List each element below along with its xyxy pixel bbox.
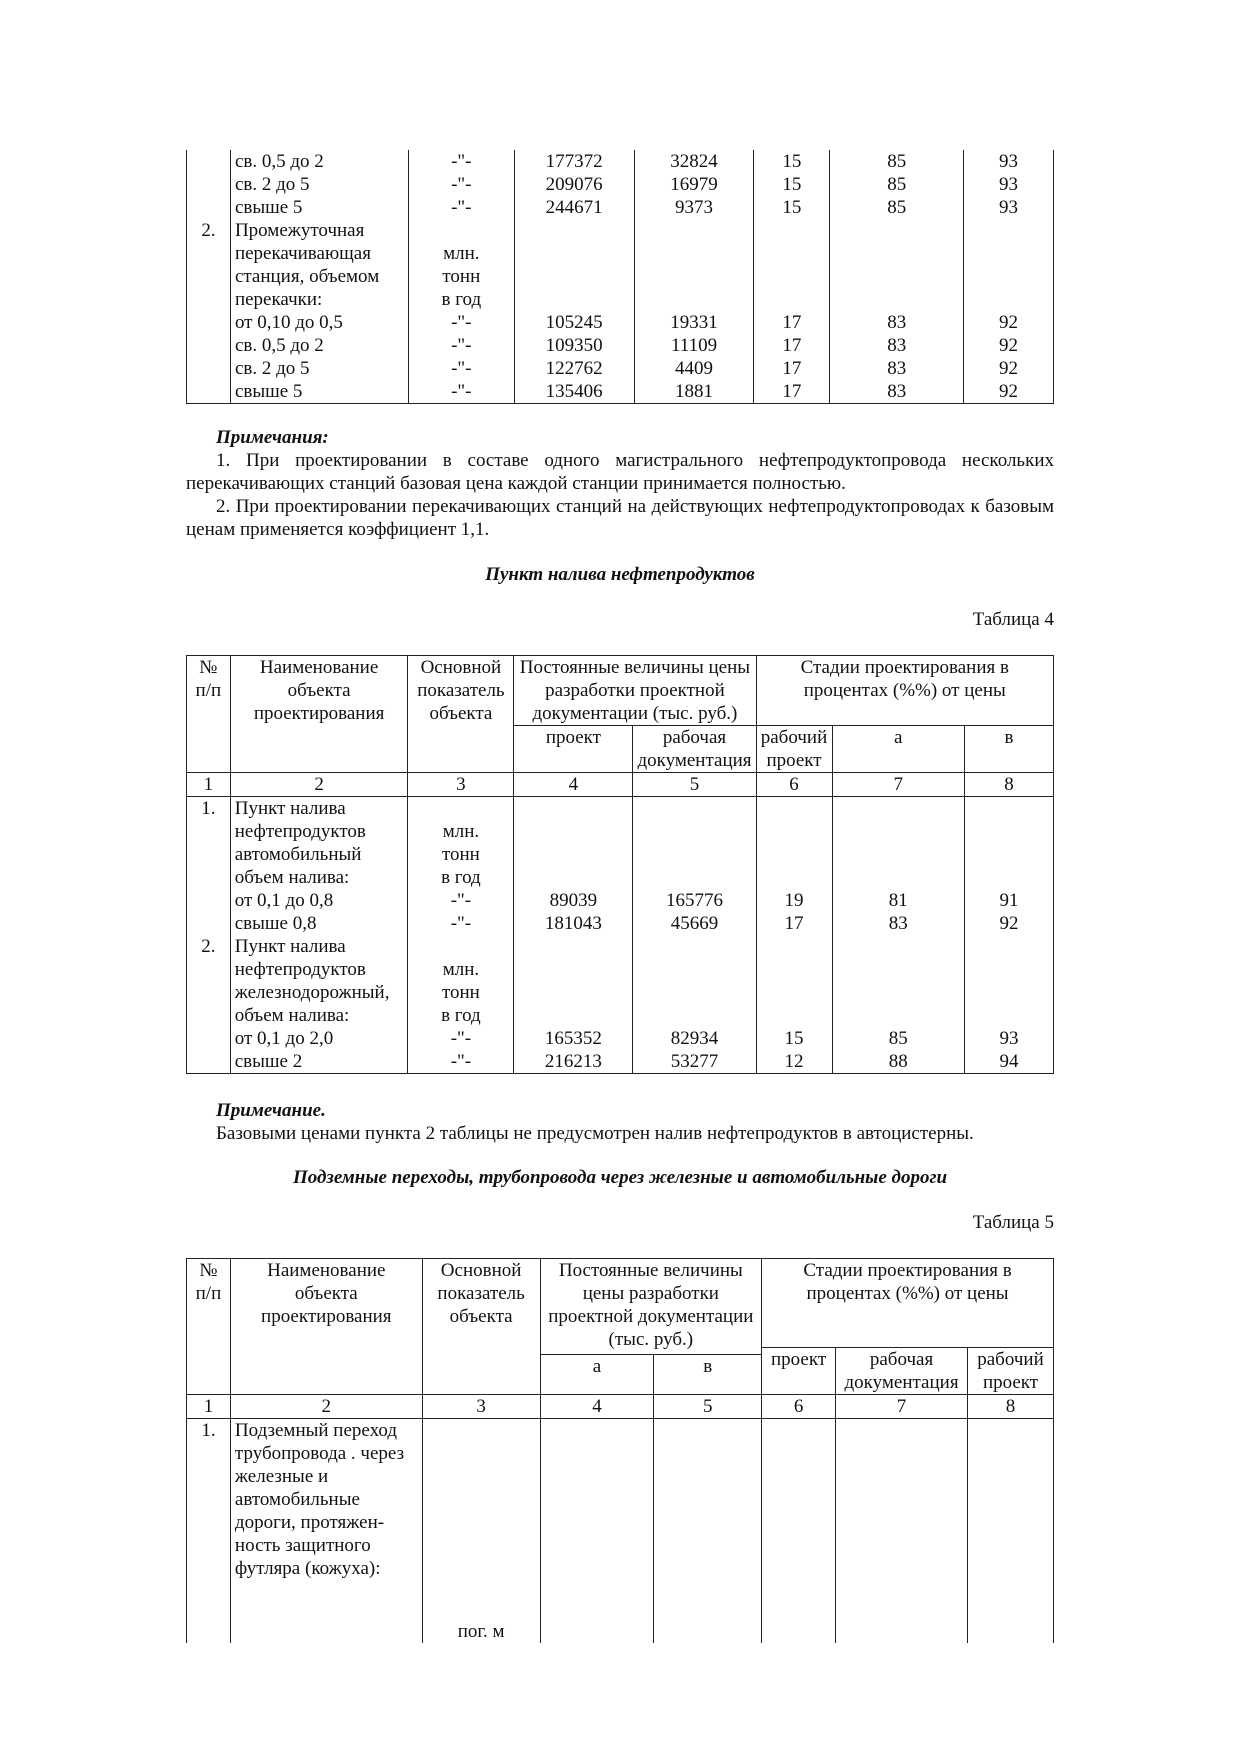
note-2: 2. При проектировании перекачивающих станций на действующих нефтепродуктопроводах к базовым ценам применяется коэффициент 1,1.	[186, 496, 1054, 540]
cell-workproj	[964, 265, 1054, 288]
header-work: рабочая документация	[633, 726, 756, 773]
cell-work: 85	[830, 173, 964, 196]
cell-num: 1.	[187, 797, 231, 821]
cell-workproj: 93	[964, 196, 1054, 219]
cell-workproj: 92	[964, 912, 1053, 935]
table-5-caption: Таблица 5	[972, 1212, 1054, 1233]
t5-row1-name: Подземный переход трубопровода . через железные и автомобильные дороги, протяжен-ность защитного футляра (кожуха):	[230, 1419, 422, 1644]
table-row	[187, 173, 1054, 196]
cell-work: 85	[832, 1027, 964, 1050]
cell-workproj	[964, 820, 1053, 843]
cell-unit: млн.	[408, 820, 514, 843]
table-row	[187, 935, 1054, 958]
cell-a	[514, 219, 634, 242]
cell-name: Пункт налива	[230, 935, 408, 958]
cell-num	[187, 196, 231, 219]
cell-name: станция, объемом	[230, 265, 408, 288]
cell-b	[633, 797, 756, 821]
column-number: 6	[762, 1395, 836, 1419]
cell-workproj: 92	[964, 334, 1054, 357]
cell-workproj: 92	[964, 357, 1054, 380]
cell-name: св. 0,5 до 2	[230, 334, 408, 357]
cell-work: 83	[830, 380, 964, 404]
notes-title: Примечания:	[216, 427, 329, 448]
cell-unit: -"-	[408, 357, 514, 380]
table-row	[187, 196, 1054, 219]
cell-work	[832, 797, 964, 821]
column-number: 1	[187, 773, 231, 797]
t5-header-num: № п/п	[187, 1259, 231, 1395]
notes-block-2	[186, 1099, 1054, 1145]
cell-name: от 0,10 до 0,5	[230, 311, 408, 334]
cell-proj: 15	[754, 150, 830, 173]
cell-name: свыше 0,8	[230, 912, 408, 935]
cell-proj	[756, 935, 832, 958]
cell-unit: млн.	[408, 242, 514, 265]
cell-a: 105245	[514, 311, 634, 334]
cell-b: 16979	[634, 173, 754, 196]
cell-unit: -"-	[408, 380, 514, 404]
table-row	[187, 265, 1054, 288]
note2-title: Примечание.	[216, 1100, 326, 1121]
cell-name: Промежуточная	[230, 219, 408, 242]
column-number: 5	[654, 1395, 762, 1419]
t5-row1-p	[762, 1419, 836, 1644]
cell-workproj	[964, 242, 1054, 265]
header-a: а	[832, 726, 964, 773]
cell-num	[187, 912, 231, 935]
cell-name: св. 0,5 до 2	[230, 150, 408, 173]
cell-proj: 17	[756, 912, 832, 935]
cell-b: 9373	[634, 196, 754, 219]
cell-workproj: 92	[964, 311, 1054, 334]
cell-a: 135406	[514, 380, 634, 404]
cell-num	[187, 1050, 231, 1074]
cell-workproj	[964, 797, 1053, 821]
cell-proj: 15	[756, 1027, 832, 1050]
cell-name: от 0,1 до 0,8	[230, 889, 408, 912]
header-num: № п/п	[187, 656, 231, 773]
cell-unit: млн.	[408, 958, 514, 981]
cell-proj	[756, 1004, 832, 1027]
cell-b	[633, 935, 756, 958]
cell-num	[187, 334, 231, 357]
cell-proj: 17	[754, 357, 830, 380]
t5-header-proj: проект	[762, 1348, 836, 1395]
cell-a: 181043	[514, 912, 633, 935]
table-row	[187, 843, 1054, 866]
cell-b	[634, 288, 754, 311]
table-row	[187, 797, 1054, 821]
cell-num	[187, 866, 231, 889]
cell-a	[514, 935, 633, 958]
cell-unit: -"-	[408, 334, 514, 357]
cell-name: автомобильный	[230, 843, 408, 866]
cell-work	[832, 935, 964, 958]
cell-b: 45669	[633, 912, 756, 935]
cell-b	[634, 242, 754, 265]
cell-a: 216213	[514, 1050, 633, 1074]
notes-block-1	[186, 426, 1054, 541]
table-row	[187, 889, 1054, 912]
table-row	[187, 1050, 1054, 1074]
cell-b: 82934	[633, 1027, 756, 1050]
header-b: в	[964, 726, 1053, 773]
table-row	[187, 334, 1054, 357]
table-row	[187, 380, 1054, 404]
cell-num: 2.	[187, 219, 231, 242]
cell-work	[832, 1004, 964, 1027]
cell-workproj	[964, 866, 1053, 889]
cell-name: перекачки:	[230, 288, 408, 311]
table-row	[187, 958, 1054, 981]
cell-unit: тонн	[408, 843, 514, 866]
cell-a: 109350	[514, 334, 634, 357]
cell-num	[187, 889, 231, 912]
cell-b	[633, 820, 756, 843]
cell-name: нефтепродуктов	[230, 820, 408, 843]
header-unit: Основной показатель объекта	[408, 656, 514, 773]
header-proj: проект	[514, 726, 633, 773]
cell-a: 244671	[514, 196, 634, 219]
cell-num	[187, 843, 231, 866]
column-number: 8	[968, 1395, 1054, 1419]
t5-header-a: а	[540, 1354, 654, 1394]
t5-header-const: Постоянные величины цены разработки проектной документации (тыс. руб.)	[540, 1259, 762, 1355]
table-row	[187, 242, 1054, 265]
cell-b: 165776	[633, 889, 756, 912]
column-number: 7	[832, 773, 964, 797]
table-3-continuation	[186, 150, 1054, 404]
t5-row1-unit: пог. м	[422, 1419, 540, 1644]
cell-work	[832, 981, 964, 1004]
t5-row1-rp	[968, 1419, 1054, 1644]
cell-b: 19331	[634, 311, 754, 334]
table-4	[186, 655, 1054, 1074]
cell-a: 209076	[514, 173, 634, 196]
cell-a	[514, 288, 634, 311]
cell-num	[187, 1004, 231, 1027]
cell-b	[634, 265, 754, 288]
table-row	[187, 1004, 1054, 1027]
cell-work	[832, 958, 964, 981]
t5-header-name: Наименование объекта проектирования	[230, 1259, 422, 1395]
cell-unit: -"-	[408, 150, 514, 173]
cell-a	[514, 866, 633, 889]
cell-proj: 19	[756, 889, 832, 912]
table-row	[187, 150, 1054, 173]
t5-header-work: рабочая документация	[836, 1348, 968, 1395]
cell-num	[187, 311, 231, 334]
cell-workproj	[964, 935, 1053, 958]
cell-num	[187, 357, 231, 380]
cell-a: 89039	[514, 889, 633, 912]
table-row	[187, 912, 1054, 935]
cell-name: св. 2 до 5	[230, 173, 408, 196]
cell-a	[514, 242, 634, 265]
cell-proj	[754, 219, 830, 242]
cell-proj	[756, 820, 832, 843]
cell-proj	[756, 958, 832, 981]
cell-num	[187, 150, 231, 173]
t5-header-unit: Основной показатель объекта	[422, 1259, 540, 1395]
cell-workproj	[964, 981, 1053, 1004]
cell-unit: -"-	[408, 1027, 514, 1050]
cell-proj	[756, 866, 832, 889]
cell-unit: -"-	[408, 912, 514, 935]
cell-workproj	[964, 958, 1053, 981]
cell-proj: 15	[754, 173, 830, 196]
cell-a: 177372	[514, 150, 634, 173]
cell-unit: в год	[408, 866, 514, 889]
cell-name: свыше 5	[230, 380, 408, 404]
header-const: Постоянные величины цены разработки проектной документации (тыс. руб.)	[514, 656, 756, 726]
note2-text: Базовыми ценами пункта 2 таблицы не предусмотрен налив нефтепродуктов в автоцистерны.	[216, 1123, 974, 1144]
cell-a: 122762	[514, 357, 634, 380]
cell-b	[633, 843, 756, 866]
column-number: 2	[230, 1395, 422, 1419]
column-number: 3	[408, 773, 514, 797]
cell-work	[830, 242, 964, 265]
column-number: 2	[230, 773, 408, 797]
table-row	[187, 357, 1054, 380]
column-number: 8	[964, 773, 1053, 797]
cell-proj: 17	[754, 311, 830, 334]
cell-name: перекачивающая	[230, 242, 408, 265]
cell-unit: тонн	[408, 981, 514, 1004]
header-stages: Стадии проектирования в процентах (%%) от цены	[756, 656, 1053, 726]
cell-b	[634, 219, 754, 242]
cell-workproj: 91	[964, 889, 1053, 912]
cell-a	[514, 958, 633, 981]
cell-workproj	[964, 1004, 1053, 1027]
cell-workproj: 92	[964, 380, 1054, 404]
cell-unit: -"-	[408, 196, 514, 219]
cell-work	[830, 288, 964, 311]
cell-a	[514, 797, 633, 821]
cell-unit: -"-	[408, 1050, 514, 1074]
column-number: 3	[422, 1395, 540, 1419]
cell-b: 53277	[633, 1050, 756, 1074]
cell-work: 88	[832, 1050, 964, 1074]
cell-num	[187, 265, 231, 288]
cell-a: 165352	[514, 1027, 633, 1050]
cell-unit	[408, 219, 514, 242]
cell-workproj	[964, 843, 1053, 866]
section-4-heading: Пункт налива нефтепродуктов	[485, 564, 755, 585]
column-number: 4	[540, 1395, 654, 1419]
cell-name: свыше 2	[230, 1050, 408, 1074]
cell-proj: 17	[754, 380, 830, 404]
column-number: 7	[836, 1395, 968, 1419]
cell-unit: -"-	[408, 173, 514, 196]
cell-proj: 17	[754, 334, 830, 357]
column-number: 1	[187, 1395, 231, 1419]
cell-proj	[754, 288, 830, 311]
t5-header-workproj: рабочий проект	[968, 1348, 1054, 1395]
cell-b	[633, 958, 756, 981]
column-number-row	[187, 773, 1054, 797]
section-5-heading: Подземные переходы, трубопровода через железные и автомобильные дороги	[292, 1167, 948, 1188]
cell-b	[633, 981, 756, 1004]
cell-a	[514, 1004, 633, 1027]
cell-proj	[754, 265, 830, 288]
table-row	[187, 820, 1054, 843]
cell-a	[514, 820, 633, 843]
cell-work	[832, 866, 964, 889]
cell-workproj: 94	[964, 1050, 1053, 1074]
t5-header-stages: Стадии проектирования в процентах (%%) от цены	[762, 1259, 1054, 1348]
cell-work	[830, 265, 964, 288]
cell-work: 83	[830, 334, 964, 357]
cell-unit	[408, 935, 514, 958]
cell-num	[187, 1027, 231, 1050]
cell-b	[633, 866, 756, 889]
cell-proj: 15	[754, 196, 830, 219]
cell-name: от 0,1 до 2,0	[230, 1027, 408, 1050]
cell-a	[514, 265, 634, 288]
cell-unit	[408, 797, 514, 821]
table-row	[187, 866, 1054, 889]
table-row	[187, 981, 1054, 1004]
note-1: 1. При проектировании в составе одного магистрального нефтепродуктопровода нескольких перекачивающих станций базовая цена каждой станции принимается полностью.	[186, 450, 1054, 494]
column-number-row	[187, 1395, 1054, 1419]
table-row	[187, 1027, 1054, 1050]
cell-name: свыше 5	[230, 196, 408, 219]
table-row	[187, 288, 1054, 311]
cell-num	[187, 173, 231, 196]
cell-b: 4409	[634, 357, 754, 380]
cell-b	[633, 1004, 756, 1027]
cell-num: 2.	[187, 935, 231, 958]
cell-num	[187, 981, 231, 1004]
cell-num	[187, 958, 231, 981]
cell-name: объем налива:	[230, 866, 408, 889]
cell-workproj: 93	[964, 1027, 1053, 1050]
cell-workproj	[964, 288, 1054, 311]
cell-work: 83	[830, 357, 964, 380]
cell-name: нефтепродуктов	[230, 958, 408, 981]
table-5	[186, 1258, 1054, 1643]
cell-workproj: 93	[964, 173, 1054, 196]
cell-num	[187, 288, 231, 311]
cell-b: 32824	[634, 150, 754, 173]
table-row	[187, 219, 1054, 242]
cell-b: 1881	[634, 380, 754, 404]
cell-num	[187, 380, 231, 404]
cell-unit: в год	[408, 1004, 514, 1027]
cell-name: Пункт налива	[230, 797, 408, 821]
header-workproj: рабочий проект	[756, 726, 832, 773]
cell-a	[514, 981, 633, 1004]
cell-unit: тонн	[408, 265, 514, 288]
cell-work	[832, 843, 964, 866]
cell-work: 85	[830, 196, 964, 219]
cell-work: 83	[830, 311, 964, 334]
cell-work	[830, 219, 964, 242]
t5-header-b: в	[654, 1354, 762, 1394]
cell-proj: 12	[756, 1050, 832, 1074]
cell-proj	[756, 981, 832, 1004]
cell-unit: в год	[408, 288, 514, 311]
cell-b: 11109	[634, 334, 754, 357]
column-number: 4	[514, 773, 633, 797]
cell-name: железнодорожный,	[230, 981, 408, 1004]
cell-work: 85	[830, 150, 964, 173]
cell-work	[832, 820, 964, 843]
t5-row1-r	[836, 1419, 968, 1644]
cell-name: объем налива:	[230, 1004, 408, 1027]
cell-name: св. 2 до 5	[230, 357, 408, 380]
cell-proj	[756, 797, 832, 821]
t5-row1-num: 1.	[187, 1419, 231, 1644]
cell-work: 81	[832, 889, 964, 912]
cell-a	[514, 843, 633, 866]
cell-workproj	[964, 219, 1054, 242]
cell-proj	[754, 242, 830, 265]
cell-num	[187, 242, 231, 265]
column-number: 6	[756, 773, 832, 797]
t5-row1-b	[654, 1419, 762, 1644]
cell-workproj: 93	[964, 150, 1054, 173]
cell-num	[187, 820, 231, 843]
table-row	[187, 311, 1054, 334]
cell-work: 83	[832, 912, 964, 935]
cell-unit: -"-	[408, 889, 514, 912]
cell-proj	[756, 843, 832, 866]
t5-row1-a	[540, 1419, 654, 1644]
column-number: 5	[633, 773, 756, 797]
cell-unit: -"-	[408, 311, 514, 334]
table-4-caption: Таблица 4	[972, 609, 1054, 630]
header-name: Наименование объекта проектирования	[230, 656, 408, 773]
